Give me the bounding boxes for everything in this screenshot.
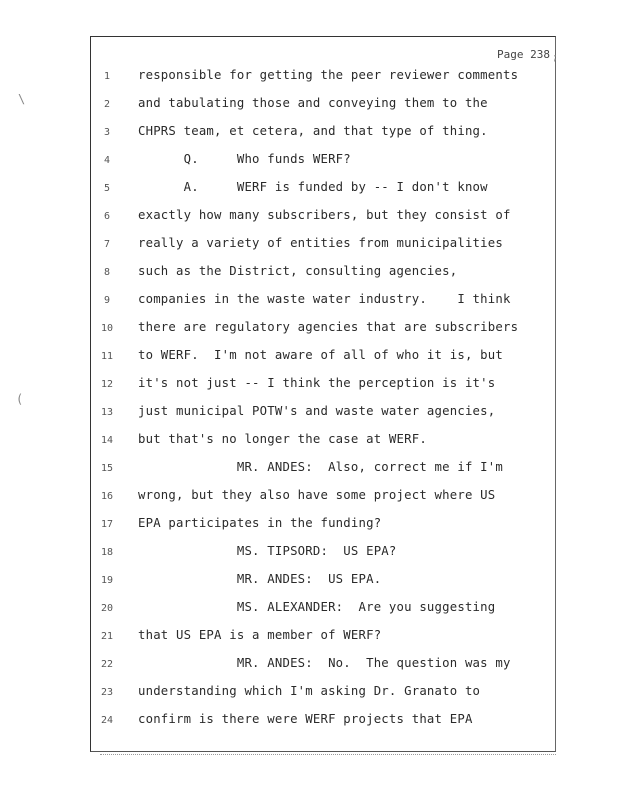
line-text: to WERF. I'm not aware of all of who it is, but	[138, 348, 503, 362]
line-text: it's not just -- I think the perception is it's	[138, 376, 496, 390]
transcript-line	[90, 684, 556, 704]
line-text: companies in the waste water industry. I think	[138, 292, 511, 306]
line-text: such as the District, consulting agencies,	[138, 264, 458, 278]
transcript-line	[90, 292, 556, 312]
transcript-line	[90, 404, 556, 424]
transcript-line	[90, 516, 556, 536]
line-text: responsible for getting the peer reviewer comments	[138, 68, 519, 82]
line-text: but that's no longer the case at WERF.	[138, 432, 427, 446]
transcript-line	[90, 124, 556, 144]
line-number: 4	[103, 155, 111, 166]
transcript-line	[90, 628, 556, 648]
transcript-line	[90, 320, 556, 340]
transcript-line	[90, 152, 556, 172]
line-text: A. WERF is funded by -- I don't know	[138, 180, 488, 194]
line-text: really a variety of entities from municipalities	[138, 236, 503, 250]
line-number: 1	[103, 71, 111, 82]
transcript-line	[90, 236, 556, 256]
transcript-line	[90, 460, 556, 480]
line-text: MR. ANDES: No. The question was my	[138, 656, 511, 670]
line-number: 14	[100, 435, 114, 446]
line-text: and tabulating those and conveying them to the	[138, 96, 488, 110]
line-text: Q. Who funds WERF?	[138, 152, 351, 166]
line-number: 22	[100, 659, 114, 670]
line-number: 18	[100, 547, 114, 558]
line-text: MS. TIPSORD: US EPA?	[138, 544, 397, 558]
transcript-line	[90, 208, 556, 228]
transcript-line	[90, 348, 556, 368]
line-number: 15	[100, 463, 114, 474]
transcript-line	[90, 600, 556, 620]
line-number: 16	[100, 491, 114, 502]
transcript-line	[90, 488, 556, 508]
line-number: 12	[100, 379, 114, 390]
line-number: 17	[100, 519, 114, 530]
line-number: 24	[100, 715, 114, 726]
line-text: understanding which I'm asking Dr. Granato to	[138, 684, 481, 698]
line-number: 6	[103, 211, 111, 222]
margin-mark: ;	[552, 52, 559, 63]
line-number: 7	[103, 239, 111, 250]
line-text: exactly how many subscribers, but they consist of	[138, 208, 511, 222]
line-number: 9	[103, 295, 111, 306]
transcript-line	[90, 68, 556, 88]
line-text: that US EPA is a member of WERF?	[138, 628, 382, 642]
page-number: Page 238	[497, 48, 550, 61]
line-number: 19	[100, 575, 114, 586]
line-text: there are regulatory agencies that are subscribers	[138, 320, 519, 334]
line-text: CHPRS team, et cetera, and that type of thing.	[138, 124, 488, 138]
line-text: MS. ALEXANDER: Are you suggesting	[138, 600, 496, 614]
line-number: 13	[100, 407, 114, 418]
line-number: 11	[100, 351, 114, 362]
line-number: 5	[103, 183, 111, 194]
line-number: 20	[100, 603, 114, 614]
line-number: 23	[100, 687, 114, 698]
line-number: 3	[103, 127, 111, 138]
transcript-line	[90, 180, 556, 200]
line-text: EPA participates in the funding?	[138, 516, 382, 530]
line-text: MR. ANDES: US EPA.	[138, 572, 382, 586]
transcript-line	[90, 264, 556, 284]
transcript-line	[90, 96, 556, 116]
line-text: just municipal POTW's and waste water agencies,	[138, 404, 496, 418]
transcript-line	[90, 712, 556, 732]
line-text: confirm is there were WERF projects that EPA	[138, 712, 473, 726]
transcript-line	[90, 544, 556, 564]
transcript-line	[90, 432, 556, 452]
line-number: 10	[100, 323, 114, 334]
line-text: wrong, but they also have some project where US	[138, 488, 496, 502]
transcript-line	[90, 656, 556, 676]
line-number: 2	[103, 99, 111, 110]
margin-mark: \	[18, 92, 26, 106]
scan-footer-noise	[100, 754, 556, 757]
transcript-line	[90, 572, 556, 592]
line-text: MR. ANDES: Also, correct me if I'm	[138, 460, 503, 474]
line-number: 8	[103, 267, 111, 278]
margin-mark: (	[16, 392, 24, 406]
transcript-line	[90, 376, 556, 396]
line-number: 21	[100, 631, 114, 642]
